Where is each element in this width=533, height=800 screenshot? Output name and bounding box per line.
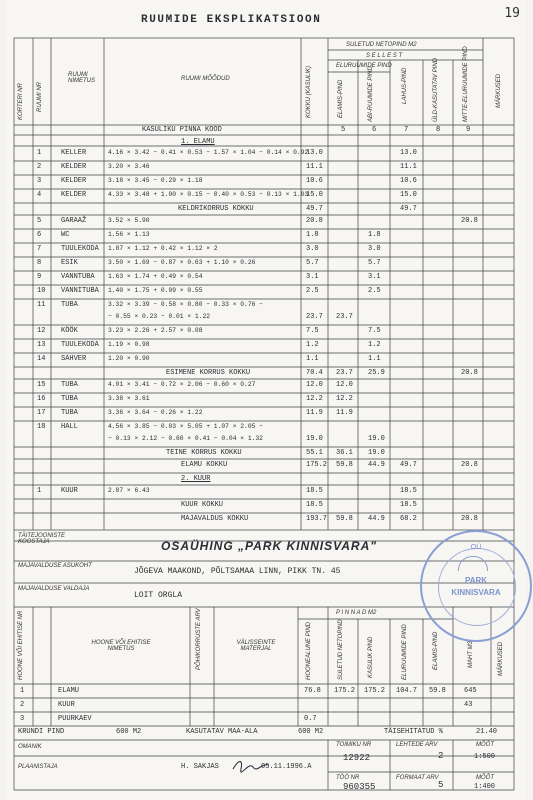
company-name: OSAÜHING „PARK KINNISVARA" [161, 539, 377, 553]
page-title: RUUMIDE EKSPLIKATSIOON [141, 14, 322, 26]
cell-ruumi-nimetus: HALL [61, 423, 78, 431]
cell-abiruumide-pind: 1.8 [368, 231, 381, 239]
cell-ruumi-nimetus: GARAAŽ [61, 217, 87, 225]
cell-ruumi-moodud: 4.56 × 3.85 − 0.03 × 5.05 + 1.07 × 2.05 − [108, 423, 263, 430]
cell-ruumi-nr: 16 [37, 395, 46, 403]
cell-elamispind: 59.8 [336, 461, 353, 469]
header-sellest: S E L L E S T [366, 53, 403, 59]
header-korteri-nr: KORTERI NR [18, 83, 24, 120]
cell-kokku: 2.5 [306, 287, 319, 295]
cell-kokku: 1.1 [306, 355, 319, 363]
section-elamu: 1. ELAMU [181, 138, 215, 146]
cell-ruumi-moodud: 3.23 × 2.26 + 2.57 × 0.08 [108, 327, 203, 334]
total-label-majavaldus: MAJAVALDUS KOKKU [181, 515, 249, 523]
cell-kokku: 193.7 [306, 515, 328, 523]
total-label-keldri: KELDRIKORRUS KOKKU [178, 205, 254, 213]
cell-kokku: 20.8 [306, 217, 323, 225]
cell-hoone-nr: 2 [20, 701, 25, 709]
cell-ruumi-nr: 3 [37, 177, 42, 185]
document-sheet [6, 0, 526, 800]
cell-elamis: 59.8 [429, 687, 446, 695]
cell-ruumi-moodud: 1.19 × 0.98 [108, 341, 150, 348]
cell-ruumi-moodud: 1.63 × 1.74 + 0.49 × 0.54 [108, 273, 203, 280]
cell-abiruumide-pind: 19.0 [368, 435, 385, 443]
cell-ruumi-nr: 10 [37, 287, 46, 295]
stamp-text-bottom: KINNISVARA [451, 588, 501, 597]
cell-kasulik: 175.2 [364, 687, 386, 695]
cell-elamispind: 11.9 [336, 409, 353, 417]
cell-ruumi-nimetus: SAHVER [61, 355, 87, 363]
cell-mitteeluruumide: 20.8 [461, 369, 478, 377]
date-value: 05.11.1996.A [261, 763, 312, 771]
kood-9: 9 [466, 126, 471, 134]
bh-valisseinte: VÄLISSEINTE MATERJAL [236, 640, 276, 652]
cell-lahuspind: 49.7 [400, 461, 417, 469]
cell-ruumi-nimetus: VANNITUBA [61, 287, 99, 295]
header-suletud: SULETUD NETOPIND M2 [346, 42, 417, 48]
cell-lahuspind: 18.5 [400, 487, 417, 495]
cell-ruumi-nr: 5 [37, 217, 42, 225]
cell-kokku: 49.7 [306, 205, 323, 213]
cell-ruumi-nimetus: ESIK [61, 259, 78, 267]
cell-ruumi-moodud: 1.20 × 0.90 [108, 355, 150, 362]
valdaja-label: MAJAVALDUSE VALDAJA [18, 586, 90, 592]
cell-ruumi-nr: 6 [37, 231, 42, 239]
company-stamp [420, 530, 532, 642]
bh-nimetus: HOONE VÕI EHITISE NIMETUS [91, 640, 151, 652]
cell-ruumi-moodud: 1.40 × 1.75 + 0.09 × 0.55 [108, 287, 203, 294]
cell-lahuspind: 18.5 [400, 501, 417, 509]
header-ruumi-nr: RUUMI NR [37, 82, 43, 112]
header-oldkasutatav: ÜLD-KASUTATAV PIND [433, 57, 439, 122]
header-abiruumide-pind: ABI-RUUMIDE PIND [368, 66, 374, 122]
too-value: 960355 [343, 782, 376, 792]
cell-ruumi-moodud: 4.16 × 3.42 − 0.41 × 0.53 − 1.57 × 1.04 − 0.14 × 0.92 [108, 149, 309, 156]
cell-kokku: 15.0 [306, 191, 323, 199]
cell-lahuspind: 49.7 [400, 205, 417, 213]
cell-kokku: 1.2 [306, 341, 319, 349]
kood-5: 5 [341, 126, 346, 134]
cell-ruumi-nimetus: KELLER [61, 149, 87, 157]
cell-ruumi-nimetus: KELDER [61, 163, 87, 171]
cell-elamispind: 23.7 [336, 313, 353, 321]
cell-abiruumide-pind: 1.1 [368, 355, 381, 363]
pinnad-label: P I N N A D M2 [336, 610, 377, 616]
krundi-pind-value: 600 M2 [116, 728, 142, 736]
cell-kokku: 3.0 [306, 245, 319, 253]
cell-hoonealune: 76.8 [304, 687, 321, 695]
lehtede-value: 2 [438, 751, 444, 761]
cell-ruumi-nr: 9 [37, 273, 42, 281]
bh-markused: MÄRKUSED [498, 641, 504, 676]
cell-ruumi-nr: 17 [37, 409, 46, 417]
total-label-elamu: ELAMU KOKKU [181, 461, 228, 469]
cell-elamispind: 36.1 [336, 449, 353, 457]
header-kokku: KOKKU (KASULIK) [306, 65, 312, 118]
cell-abiruumide-pind: 44.9 [368, 515, 385, 523]
formaat-value: 5 [438, 780, 444, 790]
cell-ruumi-nimetus: VANNTUBA [61, 273, 95, 281]
too-label: TÖÖ NR [336, 775, 360, 781]
kasutatav-value: 600 M2 [298, 728, 324, 736]
cell-ruumi-nr: 13 [37, 341, 46, 349]
cell-mitteeluruumide: 20.8 [461, 461, 478, 469]
cell-suletud: 175.2 [334, 687, 356, 695]
cell-kokku: 13.0 [306, 149, 323, 157]
cell-elamispind: 59.8 [336, 515, 353, 523]
formaat-label: FORMAAT ARV [396, 775, 439, 781]
cell-kokku: 5.7 [306, 259, 319, 267]
cell-ruumi-nimetus: TUULEKODA [61, 341, 99, 349]
cell-mitteeluruumide: 20.8 [461, 217, 478, 225]
bh-elamis: ELAMIS-PIND [433, 631, 439, 670]
cell-ruumi-moodud: 3.50 × 1.69 − 0.87 × 0.63 + 1.10 × 0.26 [108, 259, 256, 266]
cell-hoonealune: 0.7 [304, 715, 317, 723]
taisehitatud-label: TÄISEHITATUD % [384, 728, 443, 736]
cell-kokku: 12.2 [306, 395, 323, 403]
cell-ruumi-nr: 8 [37, 259, 42, 267]
bh-kasulik: KASULIK PIND [368, 636, 374, 678]
cell-ruumi-nimetus: TUBA [61, 381, 78, 389]
plaanistaja-value: H. SAKJAS [181, 763, 219, 771]
stamp-text-oy: OÜ [470, 544, 482, 551]
stamp-text-top: PARK [464, 576, 488, 585]
cell-lahuspind: 15.0 [400, 191, 417, 199]
header-ruumi-nimetus: RUUMI NIMETUS [68, 72, 95, 84]
table-grid [6, 0, 533, 800]
valdaja-value: LOIT ORGLA [134, 591, 183, 600]
toimiku-value: 12922 [343, 753, 371, 763]
kood-7: 7 [404, 126, 409, 134]
cell-ruumi-nimetus: TUULEKODA [61, 245, 99, 253]
lehtede-label: LEHTEDE ARV [396, 742, 438, 748]
bh-eluruumide: ELURUUMIDE PIND [402, 624, 408, 680]
bh-pohikorrus: PÕHIKORRUSTE ARV [196, 608, 202, 670]
cell-ruumi-nr: 1 [37, 149, 42, 157]
cell-ruumi-moodud: 1.87 × 1.12 + 0.42 × 1.12 × 2 [108, 245, 218, 252]
cell-ruumi-moodud: 3.52 × 5.90 [108, 217, 150, 224]
cell-ruumi-nr: 4 [37, 191, 42, 199]
cell-elamispind: 12.2 [336, 395, 353, 403]
cell-ruumi-nimetus: KELDER [61, 177, 87, 185]
cell-ruumi-nimetus: KUUR [61, 487, 78, 495]
moot2-value: 1:400 [474, 783, 496, 791]
cell-elamispind: 23.7 [336, 369, 353, 377]
cell-abiruumide-pind: 25.9 [368, 369, 385, 377]
total-label-teine: TEINE KORRUS KOKKU [166, 449, 242, 457]
kood-6: 6 [372, 126, 377, 134]
cell-ruumi-moodud: − 0.13 × 2.12 − 0.60 × 0.41 − 0.04 × 1.32 [108, 435, 263, 442]
cell-ruumi-moodud: 3.20 × 3.46 [108, 163, 150, 170]
moot1-value: 1:500 [474, 753, 496, 761]
cell-mitteeluruumide: 20.8 [461, 515, 478, 523]
header-eluruumide-pind: ELURUUMIDE PIND [336, 63, 392, 69]
cell-lahuspind: 68.2 [400, 515, 417, 523]
toimiku-label: TOIMIKU NR [336, 742, 372, 748]
cell-maht: 645 [464, 687, 477, 695]
cell-kokku: 18.5 [306, 487, 323, 495]
cell-ruumi-nr: 14 [37, 355, 46, 363]
cell-kokku: 11.1 [306, 163, 323, 171]
cell-ruumi-moodud: 1.56 × 1.13 [108, 231, 150, 238]
cell-hoone-nimetus: KUUR [58, 701, 75, 709]
header-lahuspind: LAHUS-PIND [402, 67, 408, 104]
header-elamispind: ELAMIS-PIND [338, 79, 344, 118]
kasutatav-label: KASUTATAV MAA-ALA [186, 728, 258, 736]
bh-maht: MAHT M3 [468, 641, 474, 668]
cell-lahuspind: 10.6 [400, 177, 417, 185]
cell-kokku: 1.8 [306, 231, 319, 239]
section-kuur: 2. KUUR [181, 475, 211, 483]
cell-ruumi-nr: 18 [37, 423, 46, 431]
cell-ruumi-nimetus: TUBA [61, 409, 78, 417]
cell-ruumi-moodud: 3.32 × 3.39 − 0.58 × 0.80 − 0.33 × 0.76 − [108, 301, 263, 308]
cell-elamispind: 12.0 [336, 381, 353, 389]
bh-hoonealune: HOONEALUNE PIND [306, 621, 312, 680]
cell-kokku: 70.4 [306, 369, 323, 377]
plaanistaja-label: PLAANISTAJA [18, 764, 58, 770]
header-mitteeluruumide: MITTE-ELURUUMIDE PIND [463, 46, 469, 122]
cell-abiruumide-pind: 19.0 [368, 449, 385, 457]
taitejooniste-label: TÄITEJOONISTE KOOSTAJA [18, 533, 66, 545]
cell-ruumi-moodud: 4.33 × 3.48 + 1.00 × 0.15 − 0.40 × 0.53 − 0.13 × 1.03 [108, 191, 309, 198]
cell-ruumi-nr: 1 [37, 487, 42, 495]
krundi-pind-label: KRUNDI PIND [18, 728, 65, 736]
page-number: 19 [504, 6, 520, 21]
cell-kokku: 175.2 [306, 461, 328, 469]
cell-lahuspind: 11.1 [400, 163, 417, 171]
taisehitatud-value: 21.40 [476, 728, 498, 736]
kood-8: 8 [436, 126, 441, 134]
asukoht-value: JÕGEVA MAAKOND, PÕLTSAMAA LINN, PIKK TN. 45 [134, 567, 341, 576]
moot1-label: MÕÕT [476, 742, 494, 748]
cell-abiruumide-pind: 44.9 [368, 461, 385, 469]
cell-kokku: 7.5 [306, 327, 319, 335]
cell-ruumi-nimetus: TUBA [61, 395, 78, 403]
cell-abiruumide-pind: 3.0 [368, 245, 381, 253]
cell-kokku: 19.0 [306, 435, 323, 443]
bh-hoone-nr: HOONE VÕI EHITISE NR [18, 610, 24, 680]
cell-ruumi-nimetus: WC [61, 231, 70, 239]
cell-hoone-nimetus: ELAMU [58, 687, 80, 695]
total-label-kuur: KUUR KOKKU [181, 501, 224, 509]
cell-ruumi-nr: 2 [37, 163, 42, 171]
header-markused: MÄRKUSED [496, 73, 502, 108]
cell-kokku: 18.5 [306, 501, 323, 509]
cell-abiruumide-pind: 1.2 [368, 341, 381, 349]
cell-ruumi-moodud: − 0.55 × 0.23 − 0.01 × 1.22 [108, 313, 211, 320]
cell-abiruumide-pind: 3.1 [368, 273, 381, 281]
kood-label: KASULIKU PINNA KOOD [142, 126, 222, 134]
cell-hoone-nr: 1 [20, 687, 25, 695]
omanik-label: OMANIK [18, 744, 42, 750]
cell-kokku: 23.7 [306, 313, 323, 321]
cell-ruumi-nimetus: KÖÖK [61, 327, 78, 335]
cell-ruumi-moodud: 4.01 × 3.41 − 0.72 × 2.06 − 0.60 × 0.27 [108, 381, 256, 388]
cell-ruumi-nr: 12 [37, 327, 46, 335]
total-label-esimene: ESIMENE KORRUS KOKKU [166, 369, 251, 377]
bh-suletud: SULETUD NETOPIND [338, 619, 344, 680]
cell-eluruumide: 104.7 [396, 687, 418, 695]
cell-ruumi-nimetus: TUBA [61, 301, 78, 309]
cell-hoone-nr: 3 [20, 715, 25, 723]
cell-ruumi-nimetus: KELDER [61, 191, 87, 199]
cell-ruumi-moodud: 3.36 × 3.64 − 0.26 × 1.22 [108, 409, 203, 416]
header-ruumi-moodud: RUUMI MÕÕDUD [181, 76, 230, 82]
cell-abiruumide-pind: 5.7 [368, 259, 381, 267]
cell-kokku: 55.1 [306, 449, 323, 457]
cell-lahuspind: 13.0 [400, 149, 417, 157]
cell-ruumi-nr: 15 [37, 381, 46, 389]
cell-ruumi-nr: 7 [37, 245, 42, 253]
cell-ruumi-moodud: 2.87 × 6.43 [108, 487, 150, 494]
cell-ruumi-nr: 11 [37, 301, 46, 309]
cell-abiruumide-pind: 7.5 [368, 327, 381, 335]
cell-kokku: 11.9 [306, 409, 323, 417]
cell-ruumi-moodud: 3.18 × 3.45 − 0.29 × 1.18 [108, 177, 203, 184]
moot2-label: MÕÕT [476, 775, 494, 781]
cell-abiruumide-pind: 2.5 [368, 287, 381, 295]
cell-kokku: 12.0 [306, 381, 323, 389]
cell-kokku: 3.1 [306, 273, 319, 281]
asukoht-label: MAJAVALDUSE ASUKOHT [18, 563, 92, 569]
cell-hoone-nimetus: PUURKAEV [58, 715, 92, 723]
cell-kokku: 10.6 [306, 177, 323, 185]
cell-ruumi-moodud: 3.38 × 3.61 [108, 395, 150, 402]
cell-maht: 43 [464, 701, 473, 709]
